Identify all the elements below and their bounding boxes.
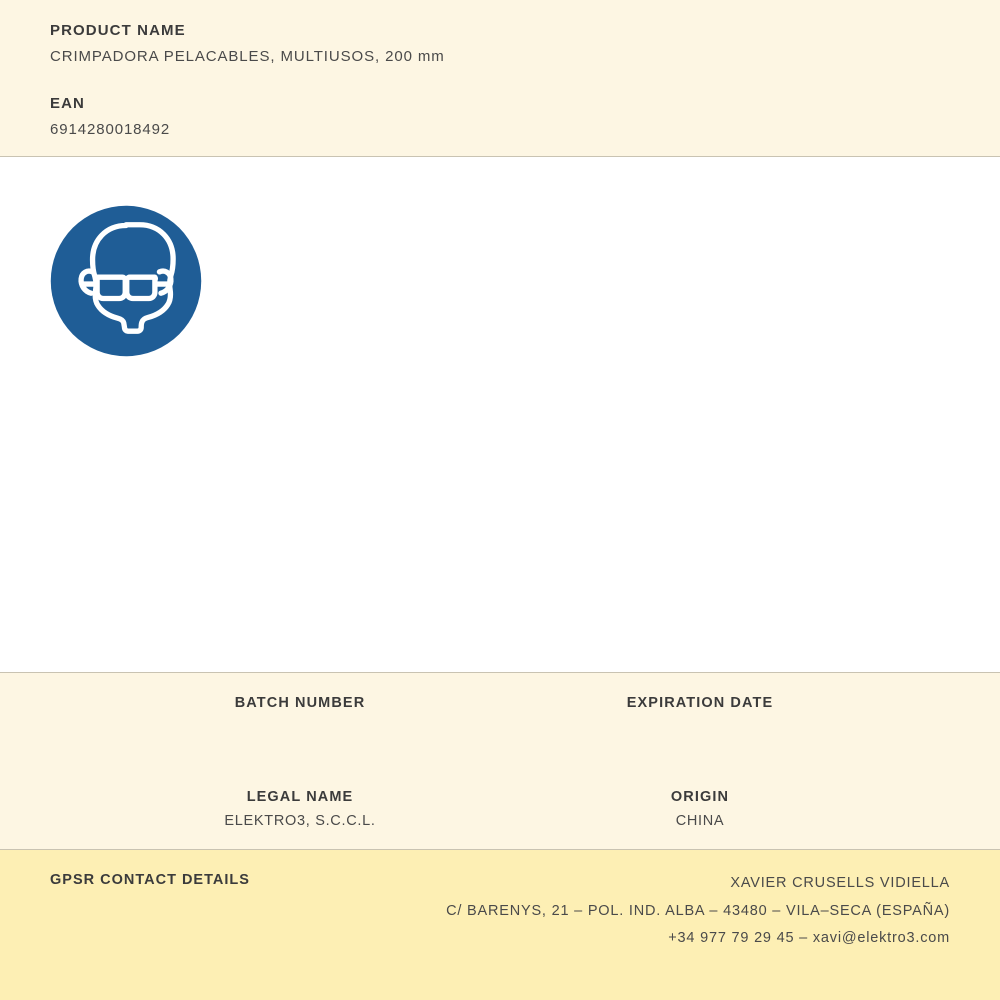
batch-number-label: BATCH NUMBER [234,695,366,711]
gpsr-contact-block [0,850,1000,1000]
product-name-value: CRIMPADORA PELACABLES, MULTIUSOS, 200 mm [50,48,445,65]
wear-eye-protection-icon [50,205,202,357]
expiration-date-cell [500,695,900,737]
batch-number-cell [100,695,500,737]
legal-name-value: ELEKTRO3, S.C.C.L. [224,813,376,829]
gpsr-contact-person: XAVIER CRUSELLS VIDIELLA [730,875,950,891]
product-name-group [50,22,950,65]
ean-label: EAN [50,95,85,112]
legal-row [0,789,1000,831]
origin-value: CHINA [675,813,725,829]
batch-legal-block [0,672,1000,850]
pictogram-area [0,157,1000,672]
legal-name-cell [100,789,500,831]
legal-name-label: LEGAL NAME [246,789,354,805]
expiration-date-label: EXPIRATION DATE [626,695,774,711]
batch-row [0,695,1000,737]
gpsr-contact-label: GPSR CONTACT DETAILS [50,872,250,888]
origin-cell [500,789,900,831]
gpsr-contact-details [446,870,950,953]
ean-value: 6914280018492 [50,121,171,138]
product-name-label: PRODUCT NAME [50,22,186,39]
origin-label: ORIGIN [670,789,730,805]
product-identity-block [0,0,1000,157]
ean-group [50,95,950,138]
gpsr-contact-phone-email: +34 977 79 29 45 – xavi@elektro3.com [668,930,950,947]
gpsr-contact-address: C/ BARENYS, 21 – POL. IND. ALBA – 43480 – VILA–SECA (ESPAÑA) [446,902,950,919]
expiration-date-value [500,719,900,737]
batch-number-value [100,719,500,737]
